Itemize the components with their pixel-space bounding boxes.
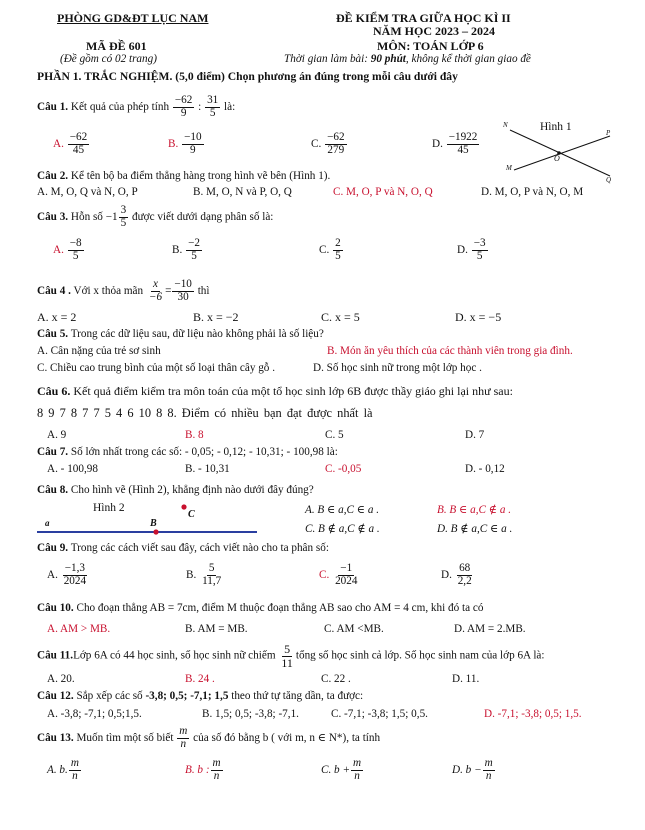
q8-option-a[interactable]: A. B ∈ a,C ∈ a . — [305, 504, 380, 516]
question-8: Câu 8. Cho hình vẽ (Hình 2), khẳng định nào dưới đây đúng? — [37, 484, 314, 496]
line-a-label: a — [45, 518, 50, 528]
point-c-label: C — [188, 509, 195, 520]
point-p-label: P — [606, 129, 611, 137]
q13-option-b[interactable]: B. b : $\frac{m}{n}$ — [185, 757, 221, 782]
q4-option-a[interactable]: A. x = 2 — [37, 310, 77, 324]
q6-option-d[interactable]: D. 7 — [465, 429, 485, 441]
q3-option-c[interactable]: C. $\frac{2}{5}$ — [319, 237, 341, 262]
figure-2 — [37, 500, 272, 542]
q3-option-b[interactable]: B. $\frac{-2}{5}$ — [172, 237, 200, 262]
question-4: Câu 4 . Với x thỏa mãn $\frac{x}{-6}$ = $\frac{-10}{30}$ thì — [37, 278, 210, 303]
subject: MÔN: TOÁN LỚP 6 — [377, 39, 484, 53]
q11-option-c[interactable]: C. 22 . — [321, 673, 351, 685]
question-6: Câu 6. Kết quả điểm kiểm tra môn toán của một tổ học sinh lớp 6B được thầy giáo ghi lại như sau: — [37, 384, 513, 398]
point-n-label: N — [503, 121, 508, 129]
figure-2-title: Hình 2 — [93, 502, 125, 514]
q7-option-b[interactable]: B. - 10,31 — [185, 463, 230, 475]
q10-option-a[interactable]: A. AM > MB. — [47, 623, 111, 635]
q4-option-c[interactable]: C. x = 5 — [321, 310, 360, 324]
question-2: Câu 2. Kể tên bộ ba điểm thẳng hàng trong hình vẽ bên (Hình 1). — [37, 170, 331, 182]
question-7: Câu 7. Số lớn nhất trong các số: - 0,05; - 0,12; - 10,31; - 100,98 là: — [37, 446, 338, 458]
q1-option-b[interactable]: B. $\frac{-10}{9}$ — [168, 131, 202, 156]
question-10: Câu 10. Cho đoạn thẳng AB = 7cm, điểm M thuộc đoạn thẳng AB sao cho AM = 4 cm, khi đó ta có — [37, 602, 484, 614]
q12-option-c[interactable]: C. -7,1; -3,8; 1,5; 0,5. — [331, 708, 428, 720]
q2-option-d[interactable]: D. M, O, P và N, O, M — [481, 186, 584, 198]
q7-option-a[interactable]: A. - 100,98 — [47, 463, 98, 475]
q2-option-c[interactable]: C. M, O, P và N, O, Q — [333, 186, 433, 198]
q9-option-d[interactable]: D. $\frac{68}{2,2}$ — [441, 562, 472, 587]
q6-option-b[interactable]: B. 8 — [185, 429, 204, 441]
question-1: Câu 1. Kết quả của phép tính $\frac{-62}{9}$ : $\frac{31}{5}$ là: — [37, 94, 236, 119]
q1-option-a[interactable]: A. $\frac{-62}{45}$ — [53, 131, 88, 156]
q3-option-a[interactable]: A. $\frac{-8}{5}$ — [53, 237, 82, 262]
exam-code: MÃ ĐỀ 601 — [86, 39, 147, 53]
q6-scores: 8 9 7 8 7 7 5 4 6 10 8 8. Điểm có nhiều bạn đạt được nhất là — [37, 406, 373, 420]
q1-option-d[interactable]: D. $\frac{-1922}{45}$ — [432, 131, 478, 156]
q6-option-c[interactable]: C. 5 — [325, 429, 344, 441]
q13-option-d[interactable]: D. b − $\frac{m}{n}$ — [452, 757, 493, 782]
q7-option-c[interactable]: C. -0,05 — [325, 463, 362, 475]
q6-option-a[interactable]: A. 9 — [47, 429, 67, 441]
fraction: $\frac{31}{5}$ — [207, 94, 219, 119]
point-q-label: Q — [606, 176, 612, 184]
question-11: Câu 11.Lớp 6A có 44 học sinh, số học sinh nữ chiếm $\frac{5}{11}$ tổng số học sinh cả lớp. Số học sinh nam của lớp 6A là: — [37, 642, 545, 670]
q11-option-d[interactable]: D. 11. — [452, 673, 480, 685]
point-b-label: B — [150, 518, 157, 529]
fraction: $\frac{-62}{9}$ — [174, 94, 193, 119]
q12-option-d[interactable]: D. -7,1; -3,8; 0,5; 1,5. — [484, 708, 582, 720]
q11-option-b[interactable]: B. 24 . — [185, 673, 215, 685]
q2-option-a[interactable]: A. M, O, Q và N, O, P — [37, 186, 138, 198]
time-info: Thời gian làm bài: 90 phút, không kể thời gian giao đề — [284, 53, 531, 65]
q9-option-b[interactable]: B. $\frac{5}{11,7}$ — [186, 562, 222, 587]
q7-option-d[interactable]: D. - 0,12 — [465, 463, 505, 475]
q13-option-a[interactable]: A. b. $\frac{m}{n}$ — [47, 757, 79, 782]
q3-option-d[interactable]: D. $\frac{-3}{5}$ — [457, 237, 486, 262]
q12-option-b[interactable]: B. 1,5; 0,5; -3,8; -7,1. — [202, 708, 299, 720]
q5-option-a[interactable]: A. Cân nặng của trẻ sơ sinh — [37, 345, 161, 357]
q1-option-c[interactable]: C. $\frac{-62}{279}$ — [311, 131, 345, 156]
page-count: (Đề gồm có 02 trang) — [60, 53, 157, 65]
q2-option-b[interactable]: B. M, O, N và P, O, Q — [193, 186, 292, 198]
q5-option-d[interactable]: D. Số học sinh nữ trong một lớp học . — [313, 362, 482, 374]
q5-option-c[interactable]: C. Chiều cao trung bình của một số loại thân cây gỗ . — [37, 362, 275, 374]
question-12: Câu 12. Sắp xếp các số -3,8; 0,5; -7,1; 1,5 theo thứ tự tăng dần, ta được: — [37, 690, 364, 702]
q8-option-b[interactable]: B. B ∈ a,C ∉ a . — [437, 504, 512, 516]
q12-option-a[interactable]: A. -3,8; -7,1; 0,5;1,5. — [47, 708, 142, 720]
q8-option-c[interactable]: C. B ∉ a,C ∉ a . — [305, 523, 380, 535]
q9-option-c[interactable]: C. $\frac{-1}{2024}$ — [319, 562, 358, 587]
q10-option-c[interactable]: C. AM <MB. — [324, 623, 384, 635]
q8-option-d[interactable]: D. B ∉ a,C ∈ a . — [437, 523, 513, 535]
department-name: PHÒNG GD&ĐT LỤC NAM — [57, 11, 209, 25]
q10-option-d[interactable]: D. AM = 2.MB. — [454, 623, 526, 635]
question-3: Câu 3. Hỗn số −1 $\frac{3}{5}$ được viết dưới dạng phân số là: — [37, 204, 274, 229]
question-5: Câu 5. Trong các dữ liệu sau, dữ liệu nào không phải là số liệu? — [37, 328, 324, 340]
point-m-label: M — [506, 164, 512, 172]
q13-option-c[interactable]: C. b + $\frac{m}{n}$ — [321, 757, 362, 782]
q4-option-b[interactable]: B. x = −2 — [193, 310, 239, 324]
figure-1-title: Hình 1 — [540, 121, 572, 133]
question-13: Câu 13. Muốn tìm một số biết $\frac{m}{n}$ của số đó bằng b ( với m, n ∈ N*), ta tính — [37, 725, 381, 750]
q9-option-a[interactable]: A. $\frac{-1,3}{2024}$ — [47, 562, 87, 587]
q10-option-b[interactable]: B. AM = MB. — [185, 623, 248, 635]
q4-option-d[interactable]: D. x = −5 — [455, 310, 502, 324]
point-o-label: O — [554, 154, 560, 163]
school-year: NĂM HỌC 2023 – 2024 — [373, 24, 495, 38]
q5-option-b[interactable]: B. Món ăn yêu thích của các thành viên trong gia đình. — [327, 345, 573, 357]
q11-option-a[interactable]: A. 20. — [47, 673, 75, 685]
question-9: Câu 9. Trong các cách viết sau đây, cách viết nào cho ta phân số: — [37, 542, 329, 554]
figure-1 — [502, 118, 614, 190]
exam-title: ĐỀ KIỂM TRA GIỮA HỌC KÌ II — [336, 11, 511, 25]
part1-title: PHẦN 1. TRẮC NGHIỆM. (5,0 điểm) Chọn phương án đúng trong mỗi câu dưới đây — [37, 70, 458, 83]
